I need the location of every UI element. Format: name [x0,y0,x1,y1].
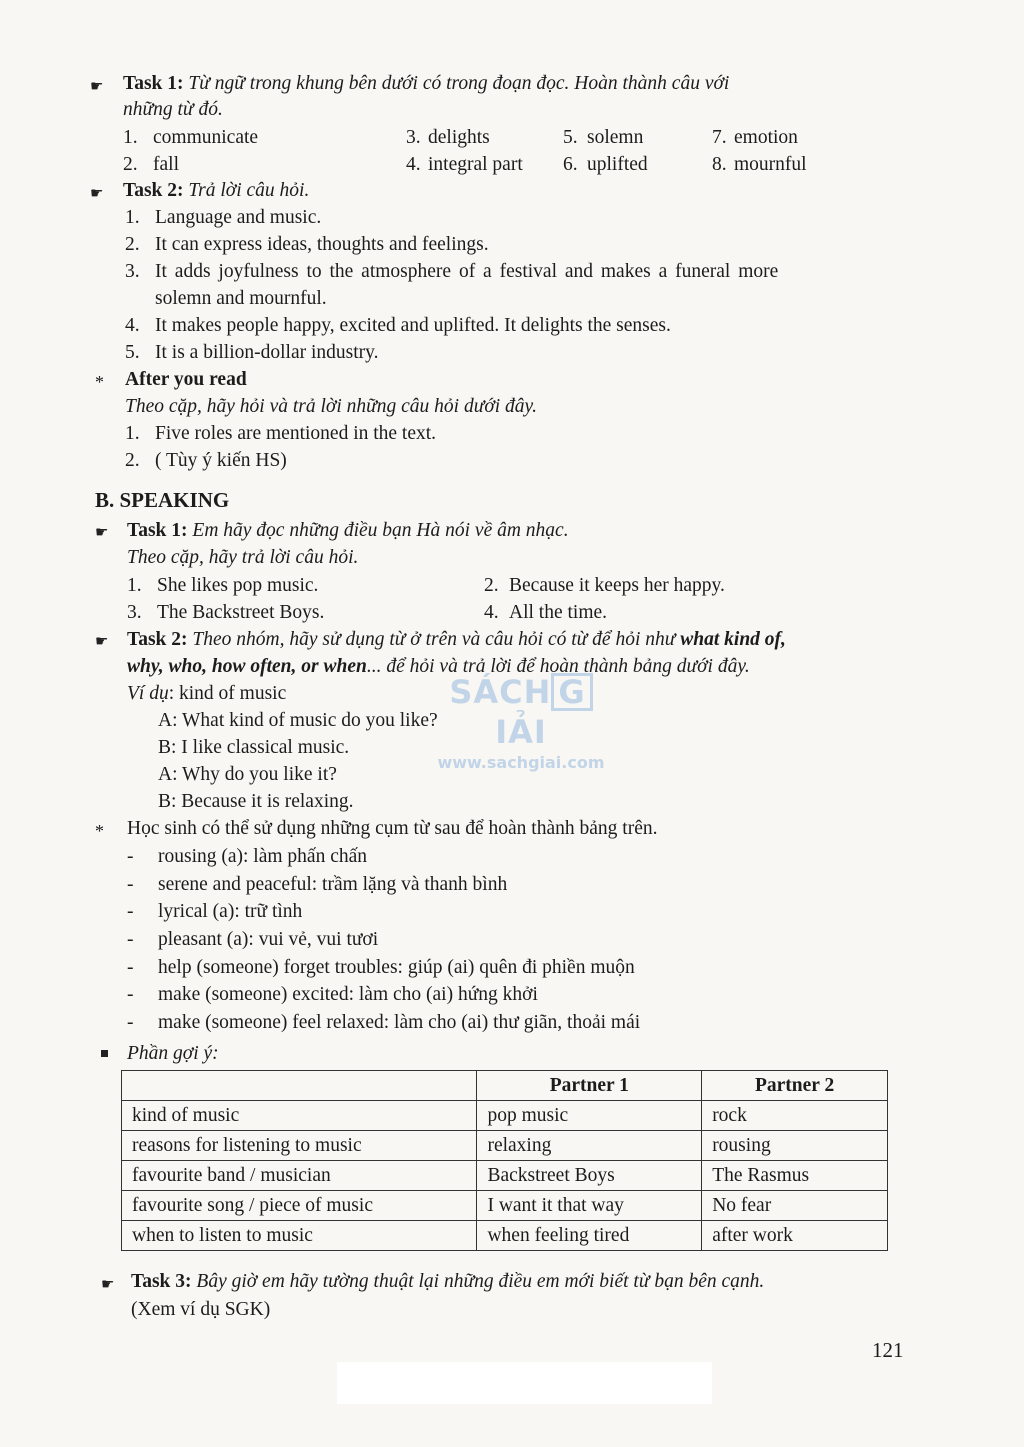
table-cell: rock [702,1101,888,1131]
table-cell: after work [702,1221,888,1251]
table-cell: when feeling tired [477,1221,702,1251]
table-cell: I want it that way [477,1191,702,1221]
speaking-task3-note: (Xem ví dụ SGK) [131,1299,271,1320]
answer-text: It makes people happy, excited and uplifted. It delights the senses. [155,315,671,336]
answer-text: Because it keeps her happy. [509,575,725,596]
watermark-logo: SÁCH GIẢI www.sachgiai.com [426,672,616,774]
answer-number: 1. [125,207,140,228]
answer-number: 1. [125,423,140,444]
table-row [122,1221,888,1251]
word-number: 5. [563,127,578,148]
answer-number: 2. [125,234,140,255]
answer-number: 3. [125,261,140,282]
word-item: fall [153,154,179,175]
after-read-instruction: Theo cặp, hãy hỏi và trả lời những câu hỏi dưới đây. [125,396,538,417]
star-marker: * [95,821,104,841]
dash-bullet: - [127,846,134,867]
answer-number: 2. [484,575,499,596]
phrases-intro: Học sinh có thể sử dụng những cụm từ sau để hoàn thành bảng trên. [127,818,658,839]
answer-text-cont: solemn and mournful. [155,288,327,309]
pointing-hand-icon: ☛ [90,77,104,95]
square-bullet-icon [101,1050,108,1057]
speaking-task1-instruction: Theo cặp, hãy trả lời câu hỏi. [127,547,359,568]
table-cell: kind of music [122,1101,477,1131]
task1-instruction-cont: những từ đó. [123,99,223,120]
answer-number: 1. [127,575,142,596]
speaking-task1-heading: Task 1: Em hãy đọc những điều bạn Hà nói về âm nhạc. [127,520,569,541]
word-number: 7. [712,127,727,148]
table-cell: Backstreet Boys [477,1161,702,1191]
phrase-item: help (someone) forget troubles: giúp (ai) quên đi phiền muộn [158,957,635,978]
table-cell: No fear [702,1191,888,1221]
word-number: 4. [406,154,421,175]
word-item: communicate [153,127,259,148]
word-number: 2. [123,154,138,175]
table-header-cell: Partner 2 [702,1071,888,1101]
answer-text: ( Tùy ý kiến HS) [155,450,287,471]
answer-number: 5. [125,342,140,363]
answer-number: 4. [484,602,499,623]
answer-text: It adds joyfulness to the atmosphere of a festival and makes a funeral more [155,261,779,282]
answer-number: 3. [127,602,142,623]
speaking-task2-instruction-cont: why, who, how often, or when... để hỏi và trả lời để hoàn thành bảng dưới đây. [127,656,750,677]
dash-bullet: - [127,984,134,1005]
dash-bullet: - [127,874,134,895]
phrase-item: serene and peaceful: trầm lặng và thanh bình [158,874,508,895]
pointing-hand-icon: ☛ [90,184,104,202]
word-item: emotion [734,127,798,148]
suggest-label: Phần gợi ý: [127,1043,219,1064]
phrase-item: make (someone) feel relaxed: làm cho (ai) thư giãn, thoải mái [158,1012,641,1033]
answer-number: 2. [125,450,140,471]
dialogue-line: A: Why do you like it? [158,764,337,785]
answer-text: It can express ideas, thoughts and feelings. [155,234,489,255]
answer-text: The Backstreet Boys. [157,602,325,623]
answer-text: Five roles are mentioned in the text. [155,423,437,444]
example-line: Ví dụ: kind of music [127,683,287,704]
word-number: 6. [563,154,578,175]
pointing-hand-icon: ☛ [101,1275,115,1293]
table-cell: pop music [477,1101,702,1131]
answer-text: Language and music. [155,207,322,228]
blank-area [337,1362,712,1404]
dash-bullet: - [127,957,134,978]
phrase-item: rousing (a): làm phấn chấn [158,846,368,867]
word-item: integral part [428,154,523,175]
table-header-cell: Partner 1 [477,1071,702,1101]
answer-text: It is a billion-dollar industry. [155,342,379,363]
table-cell: The Rasmus [702,1161,888,1191]
answer-text: All the time. [509,602,608,623]
table-row [122,1191,888,1221]
dialogue-line: B: I like classical music. [158,737,350,758]
dialogue-line: B: Because it is relaxing. [158,791,354,812]
star-marker: * [95,372,104,392]
dialogue-line: A: What kind of music do you like? [158,710,438,731]
dash-bullet: - [127,929,134,950]
after-read-title: After you read [125,369,247,390]
section-title: B. SPEAKING [95,488,230,512]
table-header-cell [122,1071,477,1101]
word-item: solemn [587,127,644,148]
phrase-item: make (someone) excited: làm cho (ai) hứng khởi [158,984,538,1005]
task1-heading: Task 1: Từ ngữ trong khung bên dưới có trong đoạn đọc. Hoàn thành câu với [123,73,730,94]
watermark-url: www.sachgiai.com [437,753,605,772]
pointing-hand-icon: ☛ [95,523,109,541]
table-cell: favourite band / musician [122,1161,477,1191]
speaking-task3-heading: Task 3: Bây giờ em hãy tường thuật lại những điều em mới biết từ bạn bên cạnh. [131,1271,765,1292]
answer-table [121,1070,888,1251]
table-cell: favourite song / piece of music [122,1191,477,1221]
table-cell: reasons for listening to music [122,1131,477,1161]
table-cell: rousing [702,1131,888,1161]
answer-text: She likes pop music. [157,575,319,596]
answer-number: 4. [125,315,140,336]
word-item: mournful [734,154,807,175]
phrase-item: lyrical (a): trữ tình [158,901,303,922]
dash-bullet: - [127,901,134,922]
table-row [122,1131,888,1161]
word-number: 1. [123,127,138,148]
table-cell: relaxing [477,1131,702,1161]
word-item: delights [428,127,490,148]
pointing-hand-icon: ☛ [95,632,109,650]
page-number: 121 [872,1338,904,1362]
word-number: 8. [712,154,727,175]
table-header-row [122,1071,888,1101]
table-row [122,1161,888,1191]
word-item: uplifted [587,154,648,175]
dash-bullet: - [127,1012,134,1033]
word-number: 3. [406,127,421,148]
table-row [122,1101,888,1131]
phrase-item: pleasant (a): vui vẻ, vui tươi [158,929,379,950]
task2-heading: Task 2: Trả lời câu hỏi. [123,180,310,201]
table-cell: when to listen to music [122,1221,477,1251]
speaking-task2-heading: Task 2: Theo nhóm, hãy sử dụng từ ở trên và câu hỏi có từ để hỏi như what kind of, [127,629,786,650]
